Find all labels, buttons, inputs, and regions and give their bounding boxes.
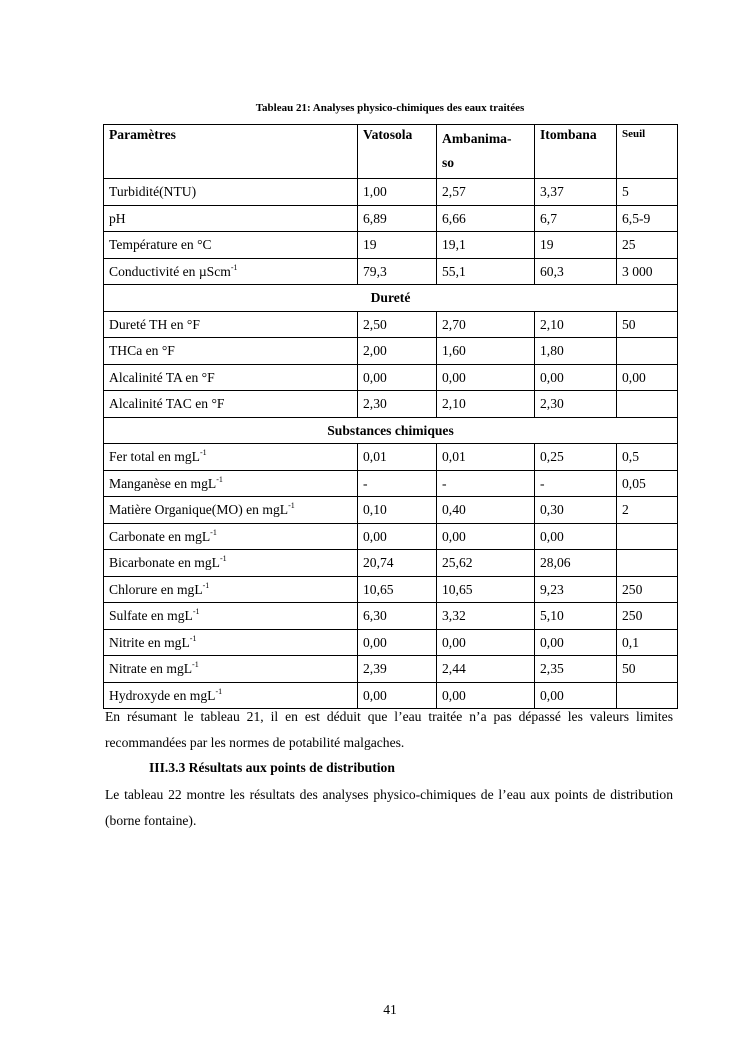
value-cell [617, 338, 678, 365]
parameter-label: THCa en °F [109, 343, 175, 359]
value-cell: 2,39 [358, 656, 437, 683]
value-cell [617, 523, 678, 550]
parameter-cell [104, 232, 358, 259]
header-itombana: Itombana [535, 125, 617, 179]
unit-exponent: -1 [288, 501, 295, 511]
value-cell: 79,3 [358, 258, 437, 285]
value-cell: 10,65 [437, 576, 535, 603]
parameter-cell [104, 470, 358, 497]
parameter-label: Manganèse en mgL [109, 475, 217, 491]
table-row [104, 258, 678, 285]
parameter-label: Hydroxyde en mgL [109, 687, 216, 703]
table-row [104, 311, 678, 338]
parameter-label: Matière Organique(MO) en mgL [109, 502, 289, 518]
value-cell: 6,89 [358, 205, 437, 232]
unit-exponent: -1 [202, 580, 210, 590]
value-cell: 0,00 [535, 682, 617, 709]
value-cell: 2 [617, 497, 678, 524]
value-cell: 0,00 [437, 682, 535, 709]
parameter-cell [104, 497, 358, 524]
value-cell: - [535, 470, 617, 497]
value-cell [617, 550, 678, 577]
parameter-label: Température en °C [109, 237, 212, 253]
parameter-cell [104, 338, 358, 365]
table-row [104, 550, 678, 577]
parameter-cell [104, 205, 358, 232]
parameter-cell [104, 576, 358, 603]
value-cell: 0,00 [358, 629, 437, 656]
unit-exponent: -1 [230, 262, 238, 272]
table-row [104, 205, 678, 232]
page-number: 41 [383, 1002, 397, 1017]
parameter-cell [104, 603, 358, 630]
value-cell: 0,25 [535, 444, 617, 471]
header-ambanimaso-text: Ambanima-so [442, 131, 512, 170]
table-row [104, 603, 678, 630]
value-cell: 250 [617, 576, 678, 603]
value-cell: 3 000 [617, 258, 678, 285]
paragraph-summary: En résumant le tableau 21, il en est déduit que l’eau traitée n’a pas dépassé les valeurs limites recommandées par les normes de potabilité malgaches. [105, 709, 673, 750]
parameter-label: Carbonate en mgL [109, 528, 211, 544]
value-cell: 60,3 [535, 258, 617, 285]
value-cell: 6,66 [437, 205, 535, 232]
value-cell: 25 [617, 232, 678, 259]
value-cell: 0,5 [617, 444, 678, 471]
parameter-cell [104, 629, 358, 656]
paragraph-intro: Le tableau 22 montre les résultats des analyses physico-chimiques de l’eau aux points de distribution (borne fontaine). [105, 787, 673, 828]
analysis-table [103, 124, 678, 709]
table-row [104, 497, 678, 524]
parameter-cell [104, 258, 358, 285]
value-cell: 10,65 [358, 576, 437, 603]
table-row [104, 523, 678, 550]
parameter-cell [104, 656, 358, 683]
value-cell: 6,30 [358, 603, 437, 630]
parameter-label: Alcalinité TA en °F [109, 369, 215, 385]
value-cell: 0,05 [617, 470, 678, 497]
value-cell: 0,00 [358, 682, 437, 709]
section-title: Dureté [104, 285, 678, 312]
header-parametres: Paramètres [104, 125, 358, 179]
value-cell: - [358, 470, 437, 497]
value-cell: 1,80 [535, 338, 617, 365]
parameter-cell [104, 391, 358, 418]
value-cell: - [437, 470, 535, 497]
value-cell: 0,00 [358, 364, 437, 391]
parameter-cell [104, 444, 358, 471]
table-header-row [104, 125, 678, 179]
value-cell: 2,70 [437, 311, 535, 338]
value-cell: 50 [617, 656, 678, 683]
unit-exponent: -1 [189, 633, 197, 643]
parameter-label: Chlorure en mgL [109, 581, 203, 597]
parameter-label: Fer total en mgL [109, 449, 200, 465]
table-row [104, 576, 678, 603]
header-seuil: Seuil [617, 125, 678, 179]
value-cell: 0,1 [617, 629, 678, 656]
parameter-label: Nitrite en mgL [109, 634, 190, 650]
value-cell: 6,7 [535, 205, 617, 232]
parameter-cell [104, 311, 358, 338]
table-row [104, 470, 678, 497]
value-cell: 2,57 [437, 179, 535, 206]
unit-exponent: -1 [192, 607, 200, 617]
parameter-cell [104, 523, 358, 550]
value-cell: 2,10 [535, 311, 617, 338]
value-cell: 6,5-9 [617, 205, 678, 232]
value-cell: 250 [617, 603, 678, 630]
table-row [104, 444, 678, 471]
value-cell: 0,00 [535, 523, 617, 550]
value-cell: 28,06 [535, 550, 617, 577]
value-cell: 5 [617, 179, 678, 206]
unit-exponent: -1 [215, 686, 223, 696]
table-row [104, 179, 678, 206]
table-row [104, 391, 678, 418]
value-cell [617, 391, 678, 418]
section-row [104, 417, 678, 444]
table-row [104, 656, 678, 683]
value-cell: 2,30 [358, 391, 437, 418]
parameter-cell [104, 364, 358, 391]
value-cell: 0,00 [535, 364, 617, 391]
unit-exponent: -1 [216, 474, 223, 484]
value-cell: 19 [358, 232, 437, 259]
value-cell: 0,00 [437, 523, 535, 550]
value-cell: 0,01 [437, 444, 535, 471]
value-cell: 25,62 [437, 550, 535, 577]
value-cell: 3,32 [437, 603, 535, 630]
value-cell: 0,00 [535, 629, 617, 656]
value-cell: 0,00 [617, 364, 678, 391]
value-cell: 0,00 [437, 364, 535, 391]
value-cell: 0,01 [358, 444, 437, 471]
parameter-label: Bicarbonate en mgL [109, 555, 220, 571]
value-cell: 2,50 [358, 311, 437, 338]
parameter-label: Dureté TH en °F [109, 316, 200, 332]
value-cell: 50 [617, 311, 678, 338]
value-cell: 0,00 [437, 629, 535, 656]
value-cell: 2,44 [437, 656, 535, 683]
value-cell: 5,10 [535, 603, 617, 630]
unit-exponent: -1 [199, 448, 207, 458]
header-vatosola: Vatosola [358, 125, 437, 179]
section-title: Substances chimiques [104, 417, 678, 444]
value-cell: 1,00 [358, 179, 437, 206]
parameter-label: Nitrate en mgL [109, 661, 193, 677]
value-cell: 20,74 [358, 550, 437, 577]
parameter-cell [104, 179, 358, 206]
unit-exponent: -1 [192, 660, 199, 670]
value-cell: 0,40 [437, 497, 535, 524]
value-cell: 2,30 [535, 391, 617, 418]
unit-exponent: -1 [210, 527, 217, 537]
table-row [104, 629, 678, 656]
parameter-label: Alcalinité TAC en °F [109, 396, 225, 412]
parameter-label: Conductivité en µScm [109, 263, 231, 279]
parameter-label: Turbidité(NTU) [109, 184, 197, 200]
parameter-cell [104, 550, 358, 577]
parameter-label: pH [109, 210, 126, 226]
value-cell: 3,37 [535, 179, 617, 206]
section-row [104, 285, 678, 312]
table-caption: Tableau 21: Analyses physico-chimiques des eaux traitées [255, 102, 525, 114]
value-cell: 0,00 [358, 523, 437, 550]
value-cell: 2,35 [535, 656, 617, 683]
value-cell: 0,30 [535, 497, 617, 524]
section-heading: III.3.3 Résultats aux points de distribution [149, 760, 395, 775]
unit-exponent: -1 [219, 554, 227, 564]
value-cell: 2,00 [358, 338, 437, 365]
table-row [104, 232, 678, 259]
table-row [104, 364, 678, 391]
value-cell: 0,10 [358, 497, 437, 524]
value-cell: 55,1 [437, 258, 535, 285]
value-cell: 9,23 [535, 576, 617, 603]
table-row [104, 338, 678, 365]
value-cell: 1,60 [437, 338, 535, 365]
value-cell: 2,10 [437, 391, 535, 418]
header-ambanimaso [437, 125, 535, 179]
parameter-label: Sulfate en mgL [109, 608, 193, 624]
value-cell: 19,1 [437, 232, 535, 259]
value-cell: 19 [535, 232, 617, 259]
